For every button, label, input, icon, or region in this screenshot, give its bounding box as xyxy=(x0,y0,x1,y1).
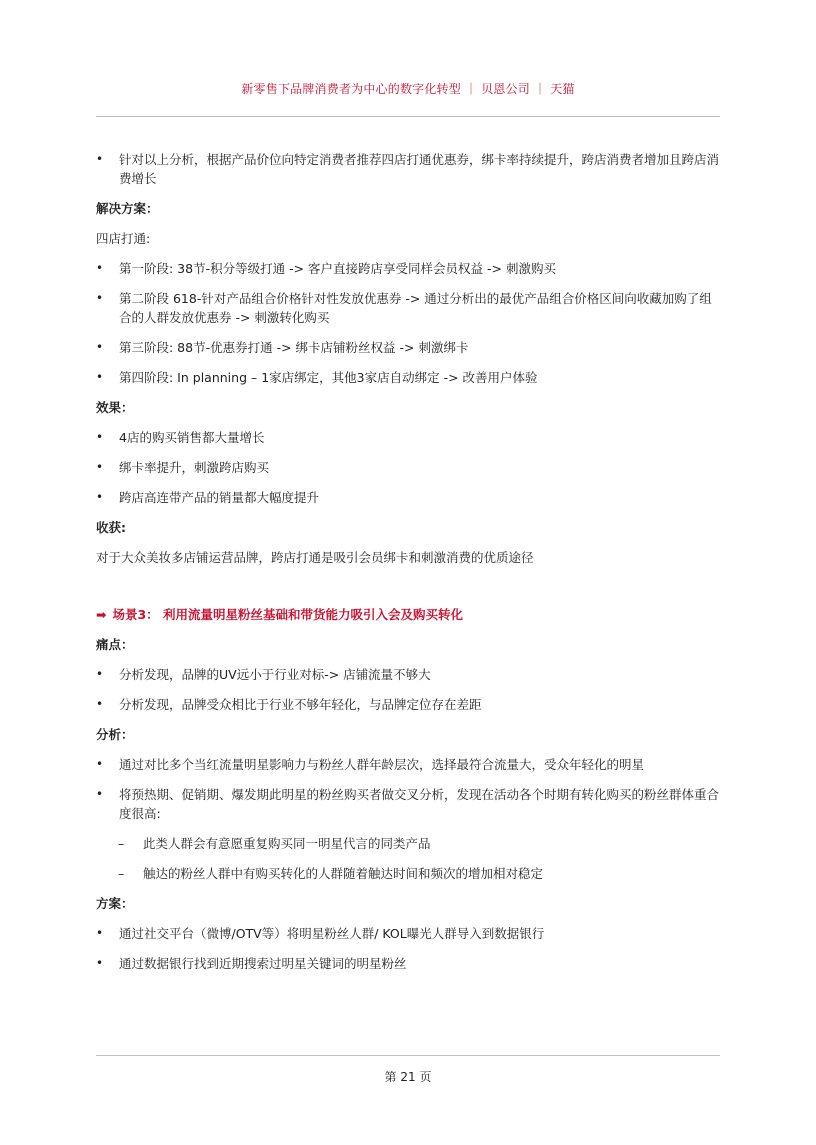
intro-bullet: • 针对以上分析，根据产品价位向特定消费者推荐四店打通优惠券，绑卡率持续提升，跨店消费者增加且跨店消费增长 xyxy=(96,150,722,188)
plan-heading: 方案： xyxy=(96,896,134,911)
pain-item: • 分析发现，品牌受众相比于行业不够年轻化，与品牌定位存在差距 xyxy=(96,695,722,714)
effect-item: • 绑卡率提升，刺激跨店购买 xyxy=(96,458,722,477)
analysis-item: • 将预热期、促销期、爆发期此明星的粉丝购买者做交叉分析，发现在活动各个时期有转化购买的粉丝群体重合度很高: xyxy=(96,785,722,823)
plan-item: • 通过社交平台（微博/OTV等）将明星粉丝人群/ KOL曝光人群导入到数据银行 xyxy=(96,924,722,943)
scene3-title-text: 场景3： 利用流量明星粉丝基础和带货能力吸引入会及购买转化 xyxy=(112,607,464,622)
pain-item: • 分析发现，品牌的UV远小于行业对标-> 店铺流量不够大 xyxy=(96,665,722,684)
effect-item: • 跨店高连带产品的销量都大幅度提升 xyxy=(96,488,722,507)
header-divider xyxy=(96,116,720,117)
solution-item: • 第三阶段: 88节-优惠券打通 -> 绑卡店铺粉丝权益 -> 刺激绑卡 xyxy=(96,338,722,357)
plan-item: • 通过数据银行找到近期搜索过明星关键词的明星粉丝 xyxy=(96,954,722,973)
solution-item: • 第二阶段 618-针对产品组合价格针对性发放优惠券 -> 通过分析出的最优产品组合价格区间向收藏加购了组合的人群发放优惠券 -> 刺激转化购买 xyxy=(96,289,722,327)
gain-text: 对于大众美妆多店铺运营品牌，跨店打通是吸引会员绑卡和刺激消费的优质途径 xyxy=(96,550,534,565)
scene3-title xyxy=(96,605,722,624)
page-content xyxy=(96,150,722,984)
analysis-sub-item: – 此类人群会有意愿重复购买同一明星代言的同类产品 xyxy=(96,834,722,853)
analysis-sub-item: – 触达的粉丝人群中有购买转化的人群随着触达时间和频次的增加相对稳定 xyxy=(96,864,722,883)
gain-heading: 收获: xyxy=(96,520,126,535)
effect-item: • 4店的购买销售都大量增长 xyxy=(96,428,722,447)
effect-heading: 效果： xyxy=(96,400,134,415)
solution-item: • 第一阶段: 38节-积分等级打通 -> 客户直接跨店享受同样会员权益 -> 刺激购买 xyxy=(96,259,722,278)
solution-item: • 第四阶段: In planning – 1家店绑定，其他3家店自动绑定 -> 改善用户体验 xyxy=(96,368,722,387)
page-number: 第 21 页 xyxy=(384,1070,432,1084)
right-arrow-icon: ➡ xyxy=(96,607,107,622)
running-header: 新零售下品牌消费者为中心的数字化转型 ｜ 贝恩公司 ｜ 天猫 xyxy=(241,82,575,96)
footer-divider xyxy=(96,1055,720,1056)
analysis-item: • 通过对比多个当红流量明星影响力与粉丝人群年龄层次，选择最符合流量大，受众年轻化的明星 xyxy=(96,755,722,774)
pain-heading: 痛点： xyxy=(96,637,134,652)
solution-subtitle: 四店打通: xyxy=(96,231,151,246)
solution-heading: 解决方案： xyxy=(96,201,159,216)
analysis-heading: 分析： xyxy=(96,727,134,742)
